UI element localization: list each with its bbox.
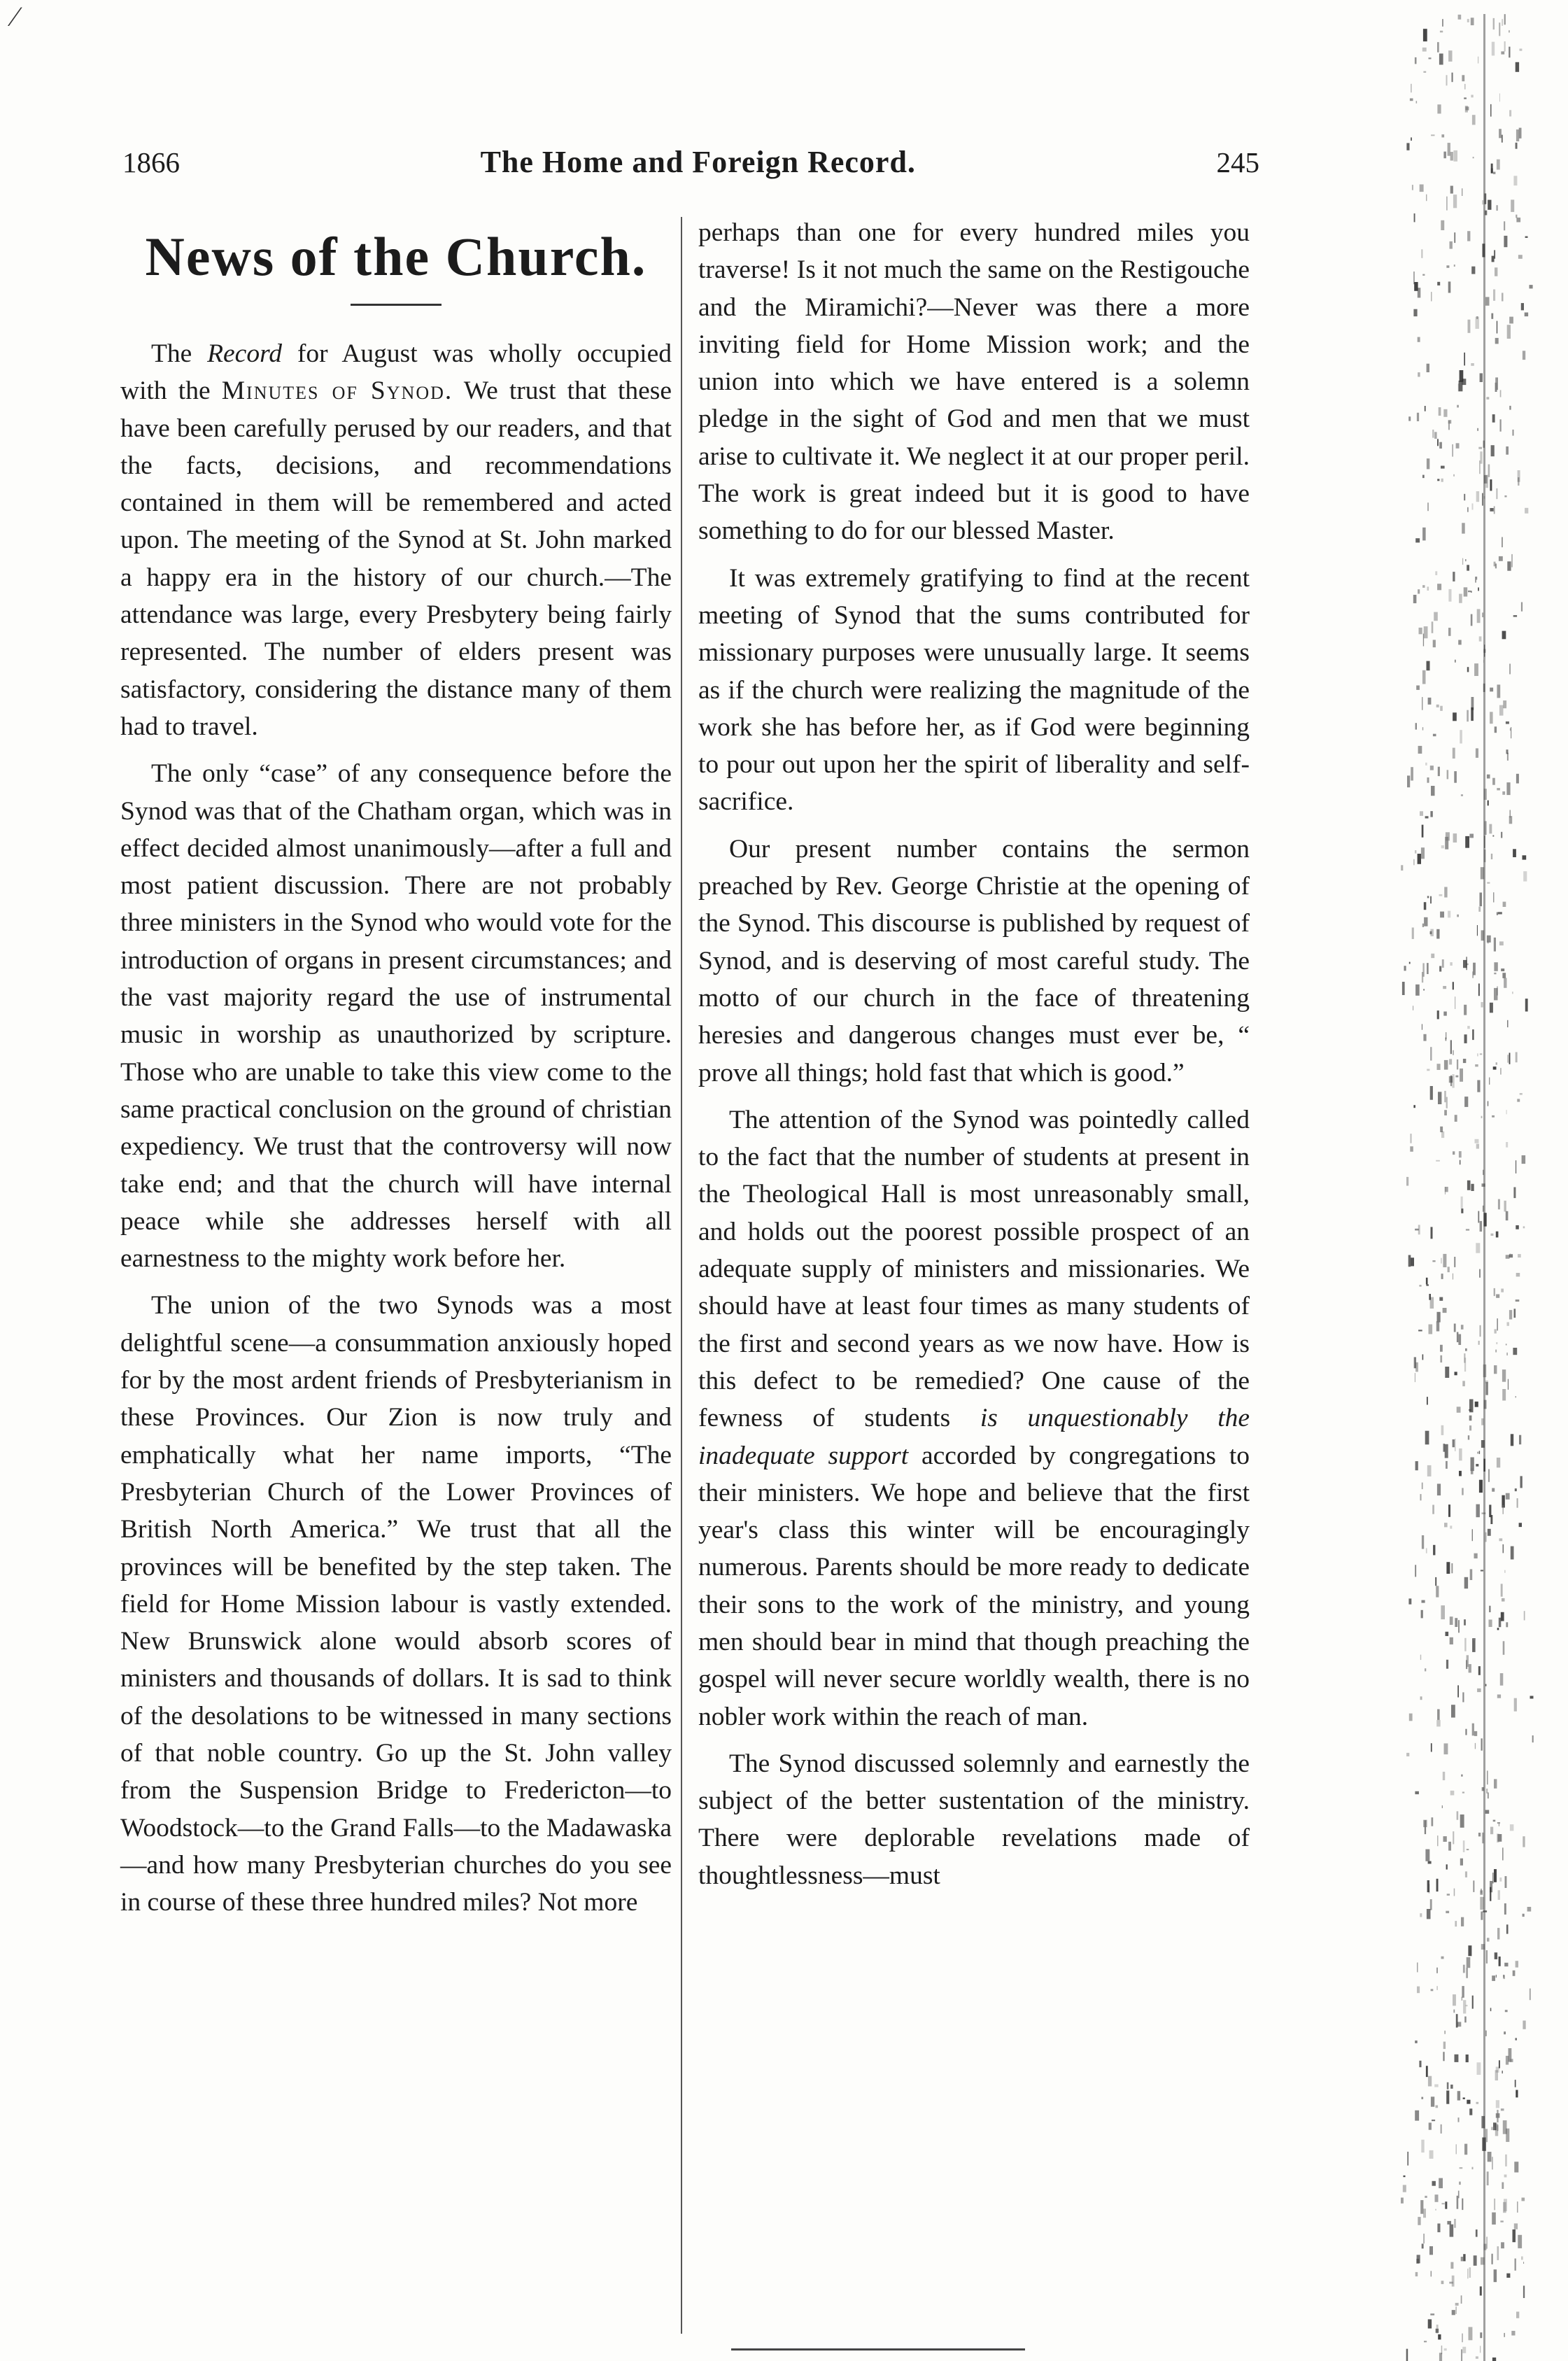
column-divider xyxy=(681,217,682,2334)
footer-rule xyxy=(731,2348,1025,2351)
paragraph: The Record for August was wholly occupied with the Minutes of Synod. We trust that these have been carefully perused by our readers, and that the facts, decisions, and recommendations contained in them will be remembered and acted upon. The meeting of the Synod at St. John marked a happy era in the history of our church.—The attendance was large, every Presbytery being fairly represented. The number of elders present was satisfactory, considering the distance many of them had to travel. xyxy=(120,339,672,741)
header-page-number: 245 xyxy=(1216,146,1259,178)
article-heading: News of the Church. xyxy=(145,226,647,287)
scan-edge-noise xyxy=(1371,14,1568,2361)
heading-rule xyxy=(351,304,442,306)
corner-mark: ⁄ xyxy=(13,1,17,32)
paragraph: The attention of the Synod was pointedly called to the fact that the number of students at present in the Theological Hall is most unreasonably small, and holds out the poorest possible prospect of an adequate supply of ministers and missionaries. We should have at least four times as many students of the first and second years as we now have. How is this defect to be remedied? One cause of the fewness of students is unquestionably the inadequate support accorded by congregations to their ministers. We hope and believe that the first year's class this winter will be encouragingly numerous. Parents should be more ready to dedicate their sons to the work of the ministry, and young men should bear in mind that though preaching the gospel will never secure worldly wealth, there is no nobler work within the reach of man. xyxy=(698,1105,1250,1731)
running-header xyxy=(122,144,1259,193)
right-column xyxy=(698,214,1250,1894)
paragraph: The Synod discussed solemnly and earnestly the subject of the better sustentation of the ministry. There were deplorable revelations made of thoughtlessness—must xyxy=(698,1749,1250,1890)
paragraph: The only “case” of any consequence before the Synod was that of the Chatham organ, which was in effect decided almost unanimously—after a full and most patient discussion. There are not probably three ministers in the Synod who would vote for the introduction of organs in present circumstances; and the vast majority regard the use of instrumental music in worship as unauthorized by scripture. Those who are unable to take this view come to the same practical conclusion on the ground of christian expediency. We trust that the controversy will now take end; and that the church will have internal peace while she addresses herself with all earnestness to the mighty work before her. xyxy=(120,759,672,1274)
paragraph: perhaps than one for every hundred miles you traverse! Is it not much the same on the Restigouche and the Miramichi?—Never was there a more inviting field for Home Mission work; and the union into which we have entered is a solemn pledge in the sight of God and men that we must arise to cultivate it. We neglect it at our proper peril. The work is great indeed but it is good to have something to do for our blessed Master. xyxy=(698,218,1250,546)
paragraph: It was extremely gratifying to find at the recent meeting of Synod that the sums contributed for missionary purposes were unusually large. It seems as if the church were realizing the magnitude of the work she has before her, as if God were beginning to pour out upon her the spirit of liberality and self-sacrifice. xyxy=(698,563,1250,817)
paragraph: Our present number contains the sermon preached by Rev. George Christie at the opening of the Synod. This discourse is published by request of Synod, and is deserving of most careful study. The motto of our church in the face of threatening heresies and dangerous changes must ever be, “ prove all things; hold fast that which is good.” xyxy=(698,834,1250,1087)
header-year: 1866 xyxy=(122,146,180,178)
left-column xyxy=(120,218,672,1921)
paragraph: The union of the two Synods was a most delightful scene—a consummation anxiously hoped for by the most ardent friends of Presbyterianism in these Provinces. Our Zion is now truly and emphatically what her name imports, “The Presbyterian Church of the Lower Provinces of British North America.” We trust that all the provinces will be benefited by the step taken. The field for Home Mission labour is vastly extended. New Brunswick alone would absorb scores of ministers and thousands of dollars. It is sad to think of the desolations to be witnessed in many sections of that noble country. Go up the St. John valley from the Suspension Bridge to Fredericton—to Woodstock—to the Grand Falls—to the Madawaska—and how many Presbyterian churches do you see in course of these three hundred miles? Not more xyxy=(120,1291,672,1917)
header-title: The Home and Foreign Record. xyxy=(480,145,916,179)
